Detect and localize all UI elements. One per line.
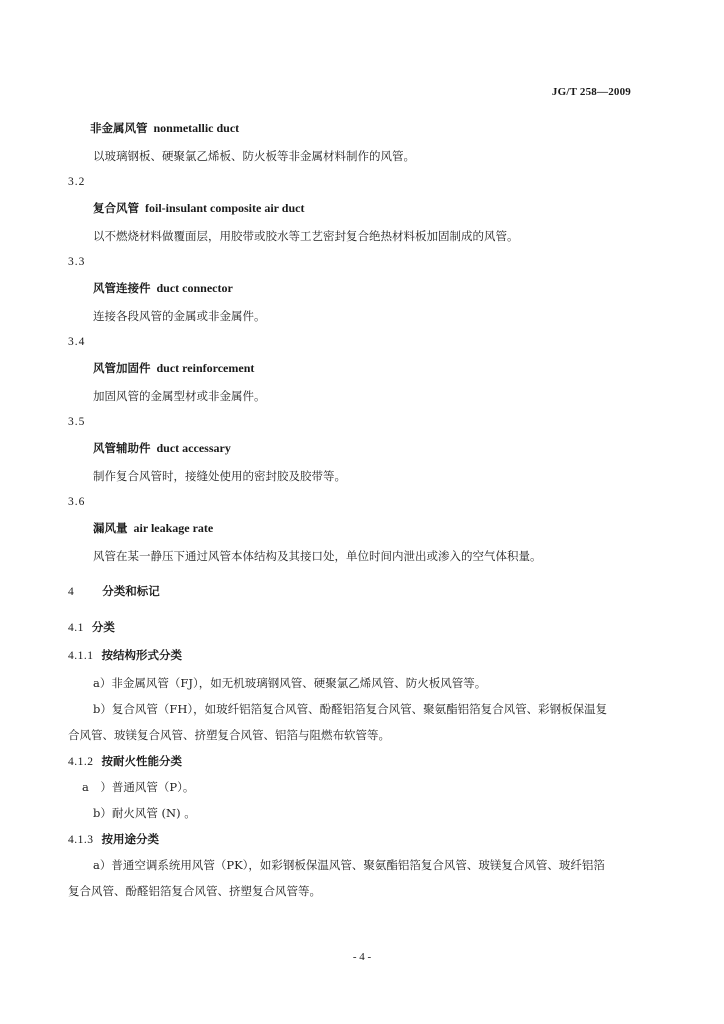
term-cn: 风管加固件: [93, 361, 151, 375]
term-en: duct accessary: [156, 441, 231, 455]
clause-number: 3.4: [68, 336, 86, 348]
term-title-composite-duct: [93, 200, 304, 216]
section-title: 按结构形式分类: [101, 648, 182, 662]
list-item-4-1-3-a-line1: a）普通空调系统用风管（PK），如彩钢板保温风管、聚氨酯铝箔复合风管、玻镁复合风管、玻纤铝箔: [93, 858, 605, 872]
section-number: 4.1.1: [68, 650, 94, 662]
section-number: 4.1: [68, 622, 84, 634]
term-en: nonmetallic duct: [153, 121, 240, 135]
list-item-4-1-1-b-line1: b）复合风管（FH），如玻纤铝箔复合风管、酚醛铝箔复合风管、聚氨酯铝箔复合风管、彩钢板保温复: [93, 702, 608, 716]
term-title-duct-connector: [93, 280, 233, 296]
term-definition: 加固风管的金属型材或非金属件。: [93, 389, 266, 403]
term-definition: 以不燃烧材料做覆面层，用胶带或胶水等工艺密封复合绝热材料板加固制成的风管。: [93, 229, 519, 243]
list-item-4-1-3-a-line2: 复合风管、酚醛铝箔复合风管、挤塑复合风管等。: [68, 884, 321, 898]
page-number: - 4 -: [352, 951, 372, 963]
section-heading-4-1-2: [68, 753, 182, 770]
term-definition: 制作复合风管时，接缝处使用的密封胶及胶带等。: [93, 469, 346, 483]
term-en: air leakage rate: [133, 521, 214, 535]
section-heading-4: [68, 583, 160, 600]
clause-number: 3.6: [68, 496, 86, 508]
term-cn: 复合风管: [93, 201, 139, 215]
section-heading-4-1: [68, 619, 115, 636]
section-heading-4-1-1: [68, 647, 182, 664]
term-en: duct reinforcement: [156, 361, 255, 375]
term-en: duct connector: [156, 281, 233, 295]
term-title-nonmetallic-duct: [90, 120, 239, 136]
term-definition: 连接各段风管的金属或非金属件。: [93, 309, 266, 323]
section-title: 按用途分类: [101, 832, 159, 846]
section-title: 分类和标记: [102, 584, 160, 598]
clause-number: 3.5: [68, 416, 86, 428]
list-item-4-1-1-b-line2: 合风管、玻镁复合风管、挤塑复合风管、铝箔与阻燃布软管等。: [68, 728, 390, 742]
term-cn: 漏风量: [93, 521, 128, 535]
standard-code: JG/T 258—2009: [551, 86, 631, 98]
section-heading-4-1-3: [68, 831, 159, 848]
term-cn: 风管辅助件: [93, 441, 151, 455]
term-cn: 风管连接件: [93, 281, 151, 295]
clause-number: 3.3: [68, 256, 86, 268]
section-title: 分类: [91, 620, 115, 634]
term-title-air-leakage-rate: [93, 520, 213, 536]
section-title: 按耐火性能分类: [101, 754, 182, 768]
term-title-duct-accessary: [93, 440, 231, 456]
term-cn: 非金属风管: [90, 121, 148, 135]
list-item-4-1-1-a: a）非金属风管（FJ），如无机玻璃钢风管、硬聚氯乙烯风管、防火板风管等。: [93, 676, 487, 690]
clause-number: 3.2: [68, 176, 86, 188]
section-number: 4.1.3: [68, 834, 94, 846]
term-definition: 风管在某一静压下通过风管本体结构及其接口处，单位时间内泄出或渗入的空气体积量。: [93, 549, 542, 563]
term-en: foil-insulant composite air duct: [145, 201, 305, 215]
section-number: 4.1.2: [68, 756, 94, 768]
list-item-4-1-2-b: b）耐火风管 (N) 。: [93, 806, 196, 820]
list-item-4-1-2-a: a ）普通风管（P）。: [82, 780, 195, 794]
term-title-duct-reinforcement: [93, 360, 254, 376]
section-number: 4: [68, 586, 75, 598]
term-definition: 以玻璃钢板、硬聚氯乙烯板、防火板等非金属材料制作的风管。: [93, 149, 415, 163]
